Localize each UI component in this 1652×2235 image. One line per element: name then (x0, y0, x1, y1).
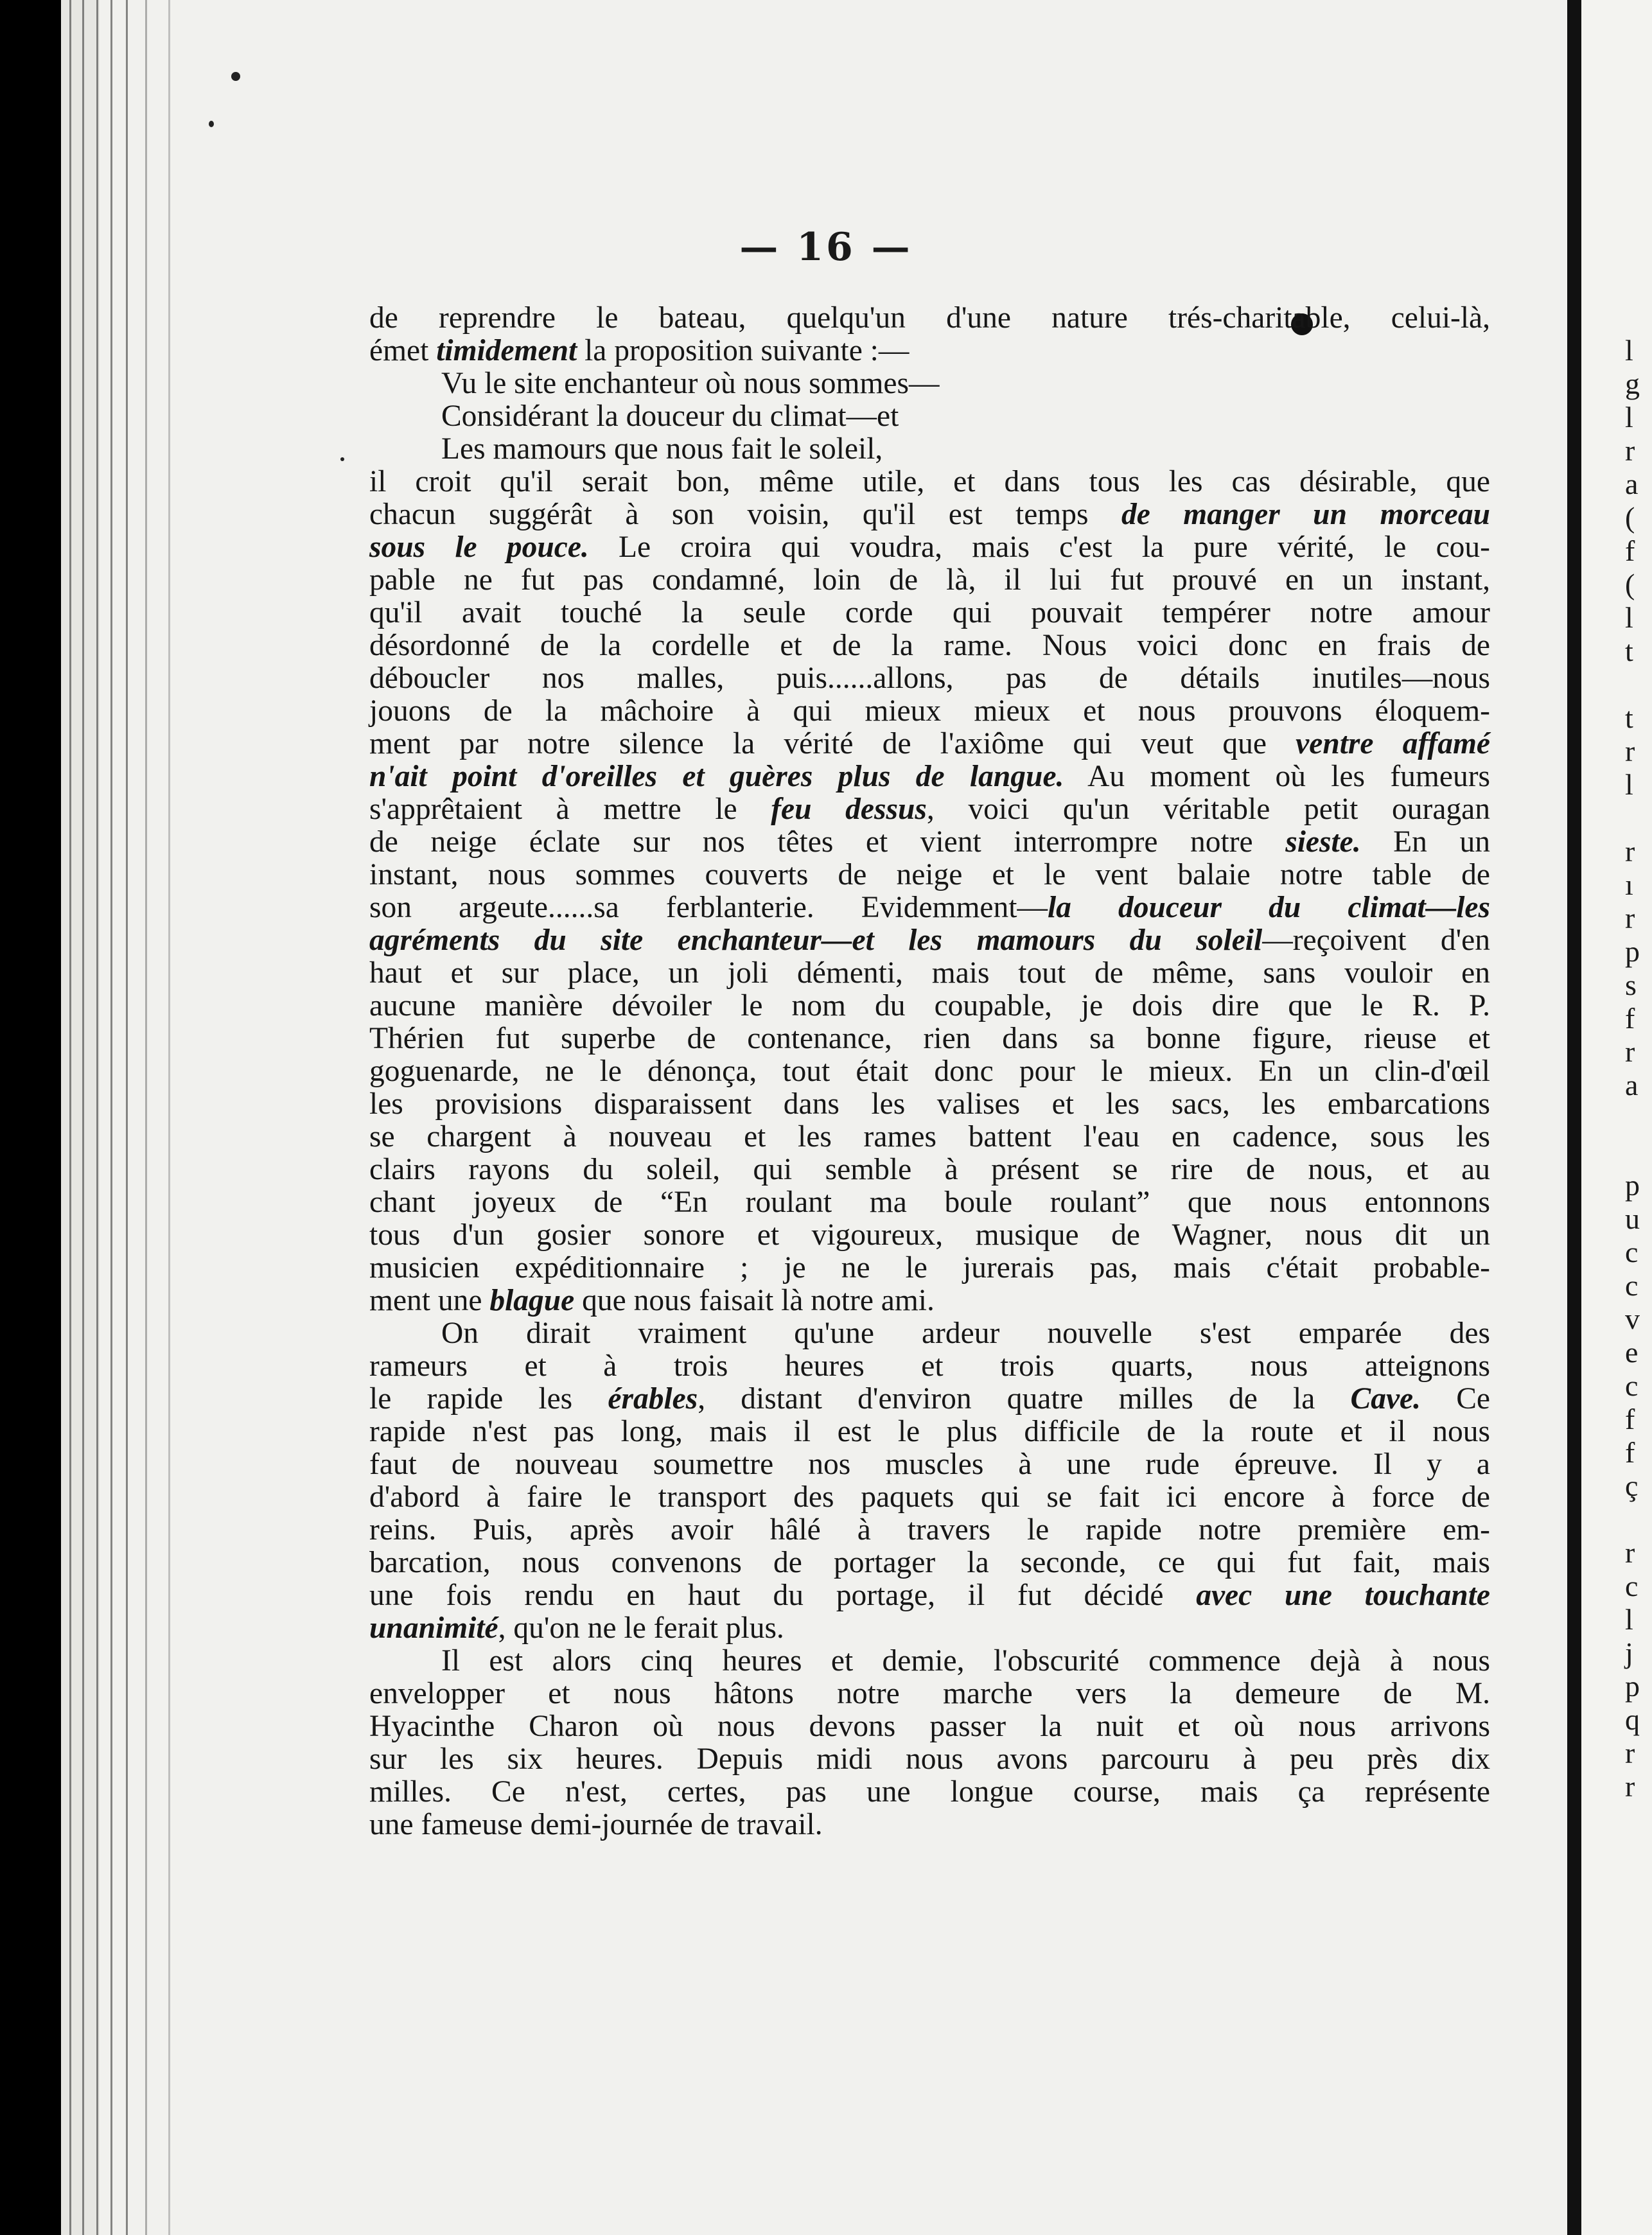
text-run: reins. Puis, après avoir hâlé à travers le rapide notre première em- (369, 1513, 1490, 1547)
text-line (369, 367, 1490, 400)
text-line (369, 433, 1490, 466)
italic-text: la douceur du climat—les (1047, 891, 1490, 924)
text-line (369, 1088, 1490, 1121)
text-run: haut et sur place, un joli démenti, mais tout de même, sans vouloir en (369, 956, 1490, 990)
text-run: , voici qu'un véritable petit ouragan (926, 793, 1490, 826)
text-run: qu'il avait touché la seule corde qui pouvait tempérer notre amour (369, 596, 1490, 629)
facing-fragment: t (1625, 701, 1633, 734)
text-line (369, 1350, 1490, 1383)
text-run: Le croira qui voudra, mais c'est la pure vérité, le cou- (588, 530, 1490, 564)
text-line (369, 1481, 1490, 1514)
italic-text: Cave. (1350, 1382, 1421, 1416)
text-run: rapide n'est pas long, mais il est le plus difficile de la route et il nous (369, 1415, 1490, 1448)
text-line (369, 1678, 1490, 1710)
facing-fragment: r (1625, 434, 1635, 467)
text-line (369, 597, 1490, 629)
facing-fragment: f (1625, 1002, 1635, 1035)
facing-fragment: s (1625, 968, 1637, 1001)
page-edge-line (69, 0, 71, 2235)
italic-text: avec une touchante (1196, 1579, 1490, 1612)
text-run: tous d'un gosier sonore et vigoureux, musique de Wagner, nous dit un (369, 1218, 1490, 1252)
facing-fragment: r (1625, 1770, 1635, 1803)
text-line (369, 1022, 1490, 1055)
text-line (369, 1186, 1490, 1219)
facing-fragment: u (1625, 1202, 1640, 1235)
text-line (369, 1317, 1490, 1350)
text-line (369, 793, 1490, 826)
page-edge (61, 0, 100, 2235)
text-line (369, 1383, 1490, 1416)
italic-text: sous le pouce. (369, 530, 589, 564)
text-run: la proposition suivante :— (577, 334, 909, 367)
italic-text: unanimité (369, 1611, 498, 1645)
text-line (369, 302, 1490, 335)
facing-fragment (1625, 1503, 1652, 1536)
text-run: jouons de la mâchoire à qui mieux mieux et nous prouvons éloquem- (369, 694, 1490, 728)
text-run: les provisions disparaissent dans les valises et les sacs, les embarcations (369, 1087, 1490, 1121)
facing-fragment: c (1625, 1369, 1639, 1402)
text-line (369, 564, 1490, 597)
facing-fragment: f (1625, 1436, 1635, 1469)
text-run: faut de nouveau soumettre nos muscles à une rude épreuve. Il y a (369, 1448, 1490, 1481)
text-run: chant joyeux de “En roulant ma boule roulant” que nous entonnons (369, 1186, 1490, 1219)
facing-fragment: l (1625, 401, 1633, 434)
text-run: chacun suggérât à son voisin, qu'il est temps (369, 498, 1121, 531)
text-line (369, 1219, 1490, 1252)
facing-fragment: ( (1625, 501, 1635, 534)
page-edge-line (82, 0, 84, 2235)
facing-fragment: l (1625, 601, 1633, 634)
text-run: il croit qu'il serait bon, même utile, et dans tous les cas désirable, que (369, 465, 1490, 498)
text-line (369, 1579, 1490, 1612)
facing-fragment: l (1625, 334, 1633, 367)
facing-fragment: a (1625, 1069, 1639, 1101)
text-run: désordonné de la cordelle et de la rame. Nous voici donc en frais de (369, 629, 1490, 662)
text-run: Considérant la douceur du climat—et (441, 399, 899, 433)
text-run: déboucler nos malles, puis......allons, pas de détails inutiles—nous (369, 662, 1490, 695)
facing-fragment: p (1625, 935, 1640, 968)
ink-speck (231, 72, 240, 81)
text-run: ment une (369, 1284, 490, 1317)
text-run: Il est alors cinq heures et demie, l'obscurité commence dejà à nous (441, 1644, 1490, 1678)
text-line (369, 498, 1490, 531)
text-line (369, 400, 1490, 433)
text-line (369, 1645, 1490, 1678)
page-edge-line (96, 0, 98, 2235)
text-run: rameurs et à trois heures et trois quarts, nous atteignons (369, 1349, 1490, 1383)
page-edge-line (145, 0, 147, 2235)
facing-fragment: v (1625, 1302, 1640, 1335)
text-run: instant, nous sommes couverts de neige et le vent balaie notre table de (369, 858, 1490, 891)
facing-fragment: q (1625, 1703, 1640, 1736)
text-run: envelopper et nous hâtons notre marche vers la demeure de M. (369, 1677, 1490, 1710)
text-run: aucune manière dévoiler le nom du coupable, je dois dire que le R. P. (369, 989, 1490, 1022)
facing-fragment: r (1625, 835, 1635, 868)
text-line (369, 859, 1490, 891)
facing-fragment: f (1625, 534, 1635, 567)
text-line (369, 728, 1490, 760)
text-line (369, 1547, 1490, 1579)
text-line (369, 760, 1490, 793)
page-edge-line (126, 0, 128, 2235)
text-line (369, 1153, 1490, 1186)
italic-text: blague (489, 1284, 575, 1317)
facing-fragment (1625, 1135, 1652, 1169)
text-line (369, 1055, 1490, 1088)
facing-fragment: f (1625, 1403, 1635, 1435)
text-line (369, 1710, 1490, 1743)
text-line (369, 531, 1490, 564)
facing-fragment (1625, 802, 1652, 835)
gutter (1567, 0, 1581, 2235)
text-line (369, 990, 1490, 1022)
facing-fragment: r (1625, 735, 1635, 767)
text-line (369, 1514, 1490, 1547)
text-run: goguenarde, ne le dénonça, tout était donc pour le mieux. En un clin-d'œil (369, 1055, 1490, 1088)
italic-text: feu dessus (771, 793, 927, 826)
text-run: , qu'on ne le ferait plus. (498, 1611, 784, 1645)
text-run: On dirait vraiment qu'une ardeur nouvelle s'est emparée des (441, 1317, 1490, 1350)
text-run: En un (1360, 825, 1490, 859)
text-line (369, 957, 1490, 990)
text-line (369, 629, 1490, 662)
facing-page-text (1625, 334, 1652, 1803)
facing-fragment: l (1625, 768, 1633, 801)
text-run: d'abord à faire le transport des paquets qui se fait ici encore à force de (369, 1480, 1490, 1514)
body-text (369, 302, 1490, 1841)
italic-text: érables (608, 1382, 698, 1416)
text-line (369, 335, 1490, 367)
text-line (369, 1252, 1490, 1284)
text-run: Ce (1421, 1382, 1491, 1416)
text-run: pable ne fut pas condamné, loin de là, il lui fut prouvé en un instant, (369, 563, 1490, 597)
facing-fragment: r (1625, 902, 1635, 934)
facing-fragment: j (1625, 1636, 1633, 1669)
text-run: —reçoivent d'en (1262, 924, 1490, 957)
facing-fragment: l (1625, 1603, 1633, 1636)
text-run: s'apprêtaient à mettre le (369, 793, 771, 826)
facing-fragment: r (1625, 1035, 1635, 1068)
text-run: Les mamours que nous fait le soleil, (441, 432, 883, 466)
text-run: que nous faisait là notre ami. (574, 1284, 935, 1317)
text-run: une fameuse demi-journée de travail. (369, 1808, 823, 1841)
facing-fragment: c (1625, 1236, 1639, 1268)
text-run: son argeute......sa ferblanterie. Evidemment— (369, 891, 1048, 924)
facing-fragment: g (1625, 367, 1640, 400)
text-run: , distant d'environ quatre milles de la (698, 1382, 1351, 1416)
text-line (369, 662, 1490, 695)
italic-text: timidement (436, 334, 577, 367)
text-run: sur les six heures. Depuis midi nous avons parcouru à peu près dix (369, 1742, 1490, 1776)
text-line (369, 924, 1490, 957)
facing-fragment: r (1625, 1536, 1635, 1569)
text-line (369, 466, 1490, 498)
italic-text: sieste. (1285, 825, 1361, 859)
facing-fragment: r (1625, 1737, 1635, 1769)
italic-text: de manger un morceau (1121, 498, 1490, 531)
facing-fragment: p (1625, 1169, 1640, 1202)
facing-fragment: c (1625, 1570, 1639, 1602)
text-run: musicien expéditionnaire ; je ne le jurerais pas, mais c'était probable- (369, 1251, 1490, 1284)
facing-fragment: ç (1625, 1469, 1639, 1502)
facing-fragment: ( (1625, 568, 1635, 600)
text-line (369, 1416, 1490, 1448)
italic-text: ventre affamé (1296, 727, 1491, 760)
text-run: Au moment où les fumeurs (1064, 760, 1490, 793)
text-line (369, 1743, 1490, 1776)
text-run: ment par notre silence la vérité de l'axiôme qui veut que (369, 727, 1296, 760)
page-edge-line (110, 0, 112, 2235)
facing-fragment: a (1625, 468, 1639, 500)
text-line (369, 695, 1490, 728)
ink-speck (209, 121, 214, 127)
text-line (369, 1612, 1490, 1645)
text-line (369, 826, 1490, 859)
facing-fragment (1625, 1102, 1652, 1135)
text-line (369, 1809, 1490, 1841)
facing-fragment (1625, 668, 1652, 701)
text-run: Thérien fut superbe de contenance, rien dans sa bonne figure, rieuse et (369, 1022, 1490, 1055)
text-run: milles. Ce n'est, certes, pas une longue course, mais ça représente (369, 1775, 1490, 1809)
facing-fragment: p (1625, 1670, 1640, 1703)
italic-text: agréments du site enchanteur—et les mamours du soleil (369, 924, 1263, 957)
facing-fragment: t (1625, 635, 1633, 667)
text-run: une fois rendu en haut du portage, il fut décidé (369, 1579, 1197, 1612)
text-run: Vu le site enchanteur où nous sommes— (441, 367, 940, 400)
text-run: de reprendre le bateau, quelqu'un d'une nature trés-charitable, celui-là, (369, 301, 1490, 335)
text-line (369, 1284, 1490, 1317)
text-run: barcation, nous convenons de portager la seconde, ce qui fut fait, mais (369, 1546, 1490, 1579)
text-line (369, 1776, 1490, 1809)
facing-fragment: ı (1625, 868, 1633, 901)
text-run: se chargent à nouveau et les rames battent l'eau en cadence, sous les (369, 1120, 1490, 1153)
page-number: — 16 — (739, 225, 913, 270)
ink-speck (340, 457, 344, 461)
text-run: de neige éclate sur nos têtes et vient interrompre notre (369, 825, 1286, 859)
text-run: Hyacinthe Charon où nous devons passer la nuit et où nous arrivons (369, 1710, 1490, 1743)
facing-fragment: e (1625, 1336, 1639, 1369)
facing-fragment: c (1625, 1269, 1639, 1302)
italic-text: n'ait point d'oreilles et guères plus de langue. (369, 760, 1064, 793)
text-line (369, 1121, 1490, 1153)
text-line (369, 891, 1490, 924)
page-edge-line (168, 0, 170, 2235)
text-run: le rapide les (369, 1382, 608, 1416)
text-run: émet (369, 334, 437, 367)
text-run: clairs rayons du soleil, qui semble à présent se rire de nous, et au (369, 1153, 1490, 1186)
text-line (369, 1448, 1490, 1481)
